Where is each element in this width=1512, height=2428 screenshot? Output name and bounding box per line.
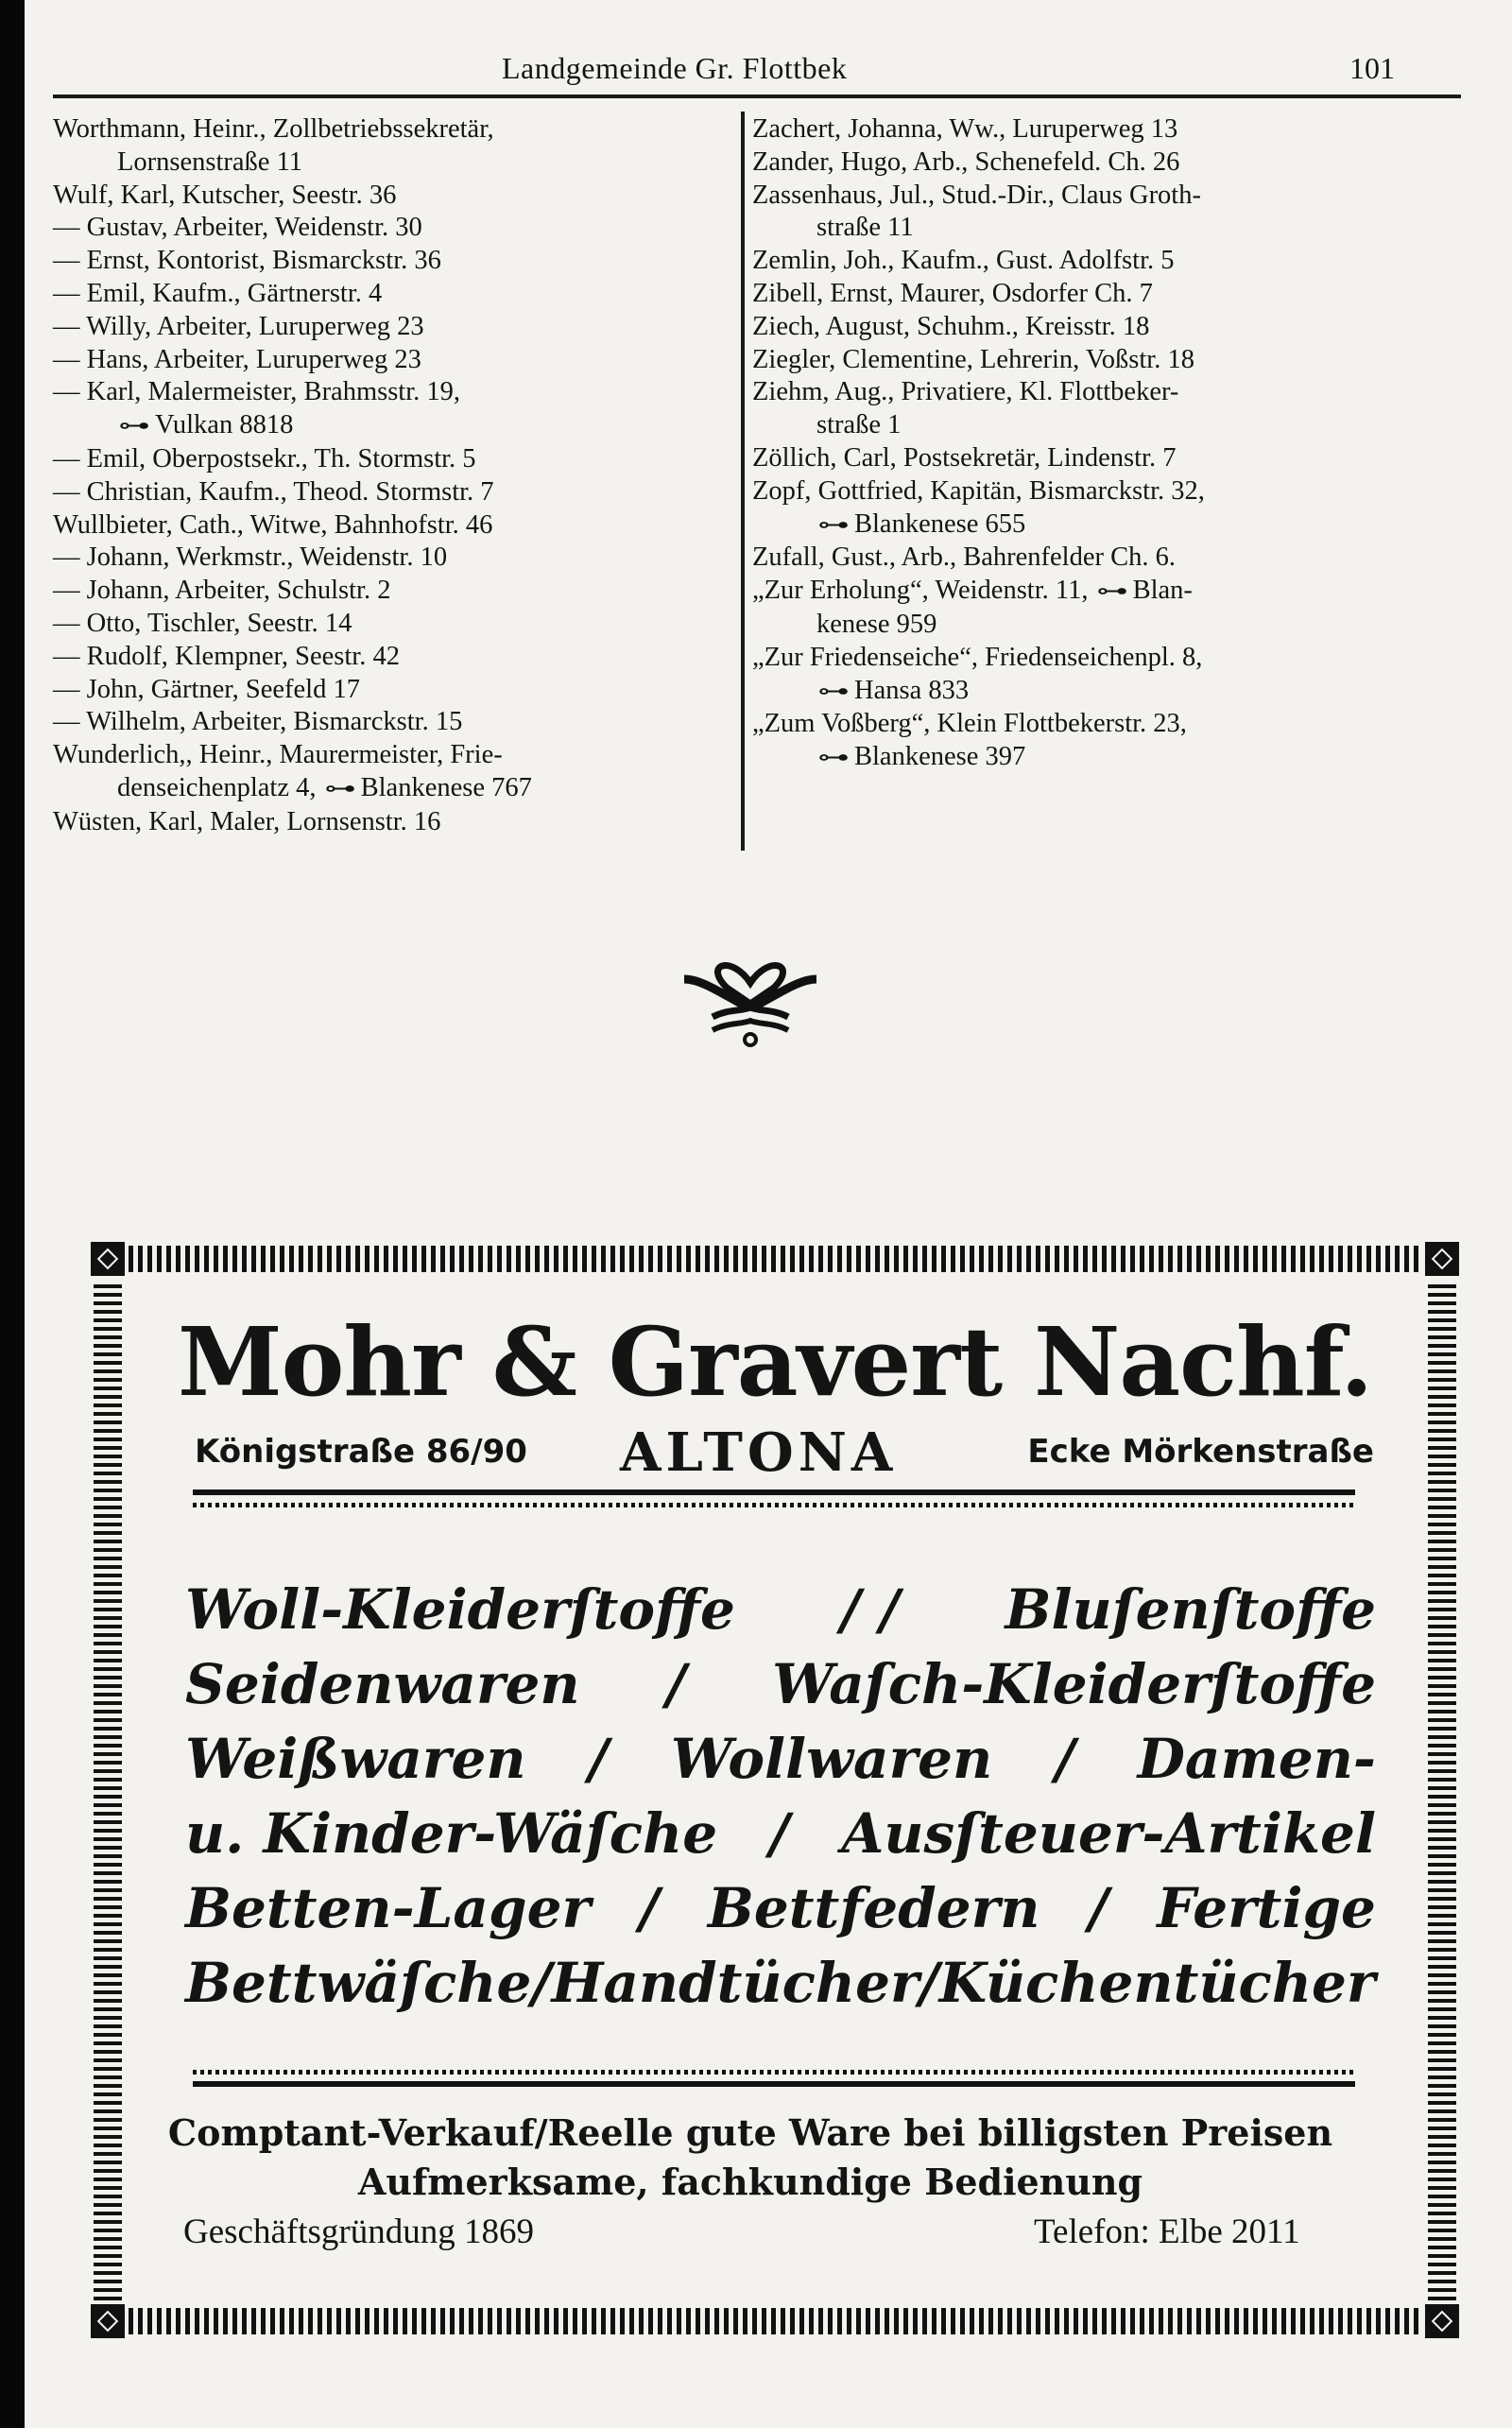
ad-bottom-border: [91, 2304, 1459, 2338]
entry-name: Ziegler, Clementine, Lehrerin, Voßstr. 18: [752, 344, 1194, 374]
entry-phone: Blankenese 397: [854, 742, 1026, 772]
directory-entry: [53, 575, 752, 608]
ad-company-name: Mohr & Gravert Nachf.: [177, 1306, 1373, 1418]
entry-name: — Emil, Oberpostsekr., Th. Stormstr. 5: [53, 443, 476, 474]
entry-name: „Zur Friedenseiche“, Friedenseichenpl. 8,: [752, 642, 1203, 672]
entry-continuation: straße 11: [816, 213, 914, 243]
entry-name: Zopf, Gottfried, Kapitän, Bismarckstr. 32,: [752, 475, 1205, 506]
entry-name: Wüsten, Karl, Maler, Lornsenstr. 16: [53, 806, 441, 836]
ad-goods-item: Weißwaren: [185, 1727, 526, 1791]
entry-name: — Hans, Arbeiter, Luruperweg 23: [53, 344, 421, 374]
directory-entry: [752, 542, 1461, 575]
directory-entry: [752, 311, 1461, 344]
ad-goods-line: [185, 1647, 1376, 1722]
telephone-icon: ⊶: [1095, 579, 1128, 605]
page-number: 101: [1349, 51, 1395, 85]
ad-separator: /: [769, 1801, 790, 1866]
telephone-icon: ⊶: [323, 776, 356, 801]
directory-entry: [752, 708, 1461, 775]
ad-goods-list: [185, 1573, 1376, 2021]
ad-goods-item: Bettwäſche/Handtücher/Küchentücher: [185, 1951, 1376, 2015]
ad-goods-item: Betten-Lager: [185, 1876, 592, 1940]
ad-separator: /: [639, 1876, 660, 1940]
ad-footer: [136, 2111, 1421, 2263]
ad-goods-item: Bettfedern: [707, 1876, 1040, 1940]
right-column: [752, 113, 1461, 775]
directory-entry: [752, 376, 1461, 442]
entry-name: — Christian, Kaufm., Theod. Stormstr. 7: [53, 476, 494, 507]
corner-ornament-icon: [91, 1242, 125, 1276]
directory-entry: [53, 608, 752, 641]
ad-founded: Geschäftsgründung 1869: [183, 2213, 534, 2251]
entry-name: — Otto, Tischler, Seestr. 14: [53, 608, 352, 638]
corner-ornament-icon: [91, 2304, 125, 2338]
telephone-icon: ⊶: [817, 679, 850, 704]
entry-name: Zachert, Johanna, Ww., Luruperweg 13: [752, 114, 1178, 144]
directory-entry: [752, 278, 1461, 311]
ad-goods-item: Bluſenſtoffe: [1005, 1577, 1376, 1642]
directory-entry: [752, 245, 1461, 278]
directory-entry: [53, 278, 752, 311]
ad-separator: /: [1088, 1876, 1108, 1940]
entry-name: Ziech, August, Schuhm., Kreisstr. 18: [752, 311, 1150, 341]
ad-goods-item: Waſch-Kleiderſtoffe: [772, 1652, 1376, 1716]
entry-continuation: kenese 959: [816, 609, 937, 639]
entry-phone: Vulkan 8818: [155, 410, 294, 440]
ad-street-left: Königstraße 86/90: [195, 1433, 527, 1471]
directory-entry: [752, 180, 1461, 246]
directory-entry: [752, 146, 1461, 180]
heart-ornament: [675, 945, 826, 1049]
entry-name: Zibell, Ernst, Maurer, Osdorfer Ch. 7: [752, 278, 1153, 308]
ad-address: [91, 1421, 1459, 1484]
directory-entry: [53, 476, 752, 509]
directory-entry: [752, 575, 1461, 642]
directory-entry: [53, 180, 752, 213]
ad-phone: Telefon: Elbe 2011: [1034, 2213, 1300, 2251]
ad-top-border: [91, 1242, 1459, 1276]
ad-dotted-rule: [193, 2070, 1355, 2075]
ad-goods-line: [185, 1797, 1376, 1871]
ad-footer-line2: Aufmerksame, fachkundige Bedienung: [357, 2161, 1143, 2203]
ad-goods-item: Damen-: [1137, 1727, 1376, 1791]
corner-ornament-icon: [1425, 1242, 1459, 1276]
entry-name: Wulf, Karl, Kutscher, Seestr. 36: [53, 180, 397, 210]
ad-separator: /: [588, 1727, 609, 1791]
entry-name: Zöllich, Carl, Postsekretär, Lindenstr. 7: [752, 442, 1177, 473]
entry-name: „Zur Erholung“, Weidenstr. 11,: [752, 576, 1089, 606]
ad-goods-item: Seidenwaren: [185, 1652, 580, 1716]
ad-divider: [193, 2081, 1355, 2087]
telephone-icon: ⊶: [118, 414, 150, 439]
ad-goods-item: Fertige: [1157, 1876, 1376, 1940]
page-title: Landgemeinde Gr. Flottbek: [502, 51, 848, 85]
directory-entry: [53, 509, 752, 542]
entry-name: Wullbieter, Cath., Witwe, Bahnhofstr. 46: [53, 509, 493, 540]
directory-entry: [752, 475, 1461, 542]
directory-entry: [53, 344, 752, 377]
directory-entry: [752, 642, 1461, 709]
entry-phone: Blankenese 655: [854, 508, 1026, 539]
ad-divider: [193, 1490, 1355, 1495]
column-divider: [741, 112, 745, 851]
ad-goods-line: [185, 1946, 1376, 2021]
directory-page: [25, 0, 1512, 2428]
entry-name: — Wilhelm, Arbeiter, Bismarckstr. 15: [53, 707, 463, 737]
ad-separator: / /: [840, 1577, 900, 1642]
entry-name: Zassenhaus, Jul., Stud.-Dir., Claus Groth-: [752, 180, 1201, 210]
entry-phone: Blankenese 767: [360, 772, 532, 802]
running-head: [25, 49, 1512, 95]
book-spine: [0, 0, 25, 2428]
ad-footer-line1: Comptant-Verkauf/Reelle gute Ware bei billigsten Preisen: [167, 2111, 1333, 2154]
directory-entry: [53, 212, 752, 245]
entry-continuation: straße 1: [816, 410, 902, 440]
entry-name: — Willy, Arbeiter, Luruperweg 23: [53, 311, 424, 341]
entry-continuation: Lornsenstraße 11: [117, 146, 303, 177]
directory-entry: [53, 376, 752, 443]
entry-name: Zemlin, Joh., Kaufm., Gust. Adolfstr. 5: [752, 246, 1175, 276]
entry-phone: Blan-: [1132, 576, 1193, 606]
entry-name: Zufall, Gust., Arb., Bahrenfelder Ch. 6.: [752, 542, 1176, 573]
entry-name: Ziehm, Aug., Privatiere, Kl. Flottbeker-: [752, 377, 1179, 407]
ad-street-right: Ecke Mörkenstraße: [1027, 1433, 1374, 1471]
advertisement: [91, 1242, 1459, 2338]
left-column: [53, 113, 752, 839]
directory-entry: [53, 739, 752, 806]
directory-entry: [752, 113, 1461, 146]
directory-entry: [752, 442, 1461, 475]
directory-entry: [53, 113, 752, 180]
directory-entry: [53, 706, 752, 739]
entry-phone: Hansa 833: [854, 675, 970, 705]
corner-ornament-icon: [1425, 2304, 1459, 2338]
entry-name: Wunderlich,, Heinr., Maurermeister, Frie-: [53, 740, 503, 770]
entry-name: Worthmann, Heinr., Zollbetriebssekretär,: [53, 114, 494, 144]
header-rule: [53, 95, 1461, 98]
directory-entry: [53, 311, 752, 344]
telephone-icon: ⊶: [817, 512, 850, 538]
entry-continuation: denseichenplatz 4,: [117, 772, 317, 802]
entry-name: „Zum Voßberg“, Klein Flottbekerstr. 23,: [752, 709, 1187, 739]
directory-entry: [53, 443, 752, 476]
ad-goods-item: Ausſteuer-Artikel: [841, 1801, 1376, 1866]
hatched-border: [129, 2308, 1421, 2334]
ad-goods-line: [185, 1871, 1376, 1946]
ad-separator: /: [665, 1652, 686, 1716]
entry-name: — John, Gärtner, Seefeld 17: [53, 674, 360, 704]
entry-name: — Emil, Kaufm., Gärtnerstr. 4: [53, 278, 383, 308]
ad-goods-item: Woll-Kleiderſtoffe: [185, 1577, 735, 1642]
ad-goods-line: [185, 1722, 1376, 1797]
directory-entry: [53, 542, 752, 575]
entry-name: — Ernst, Kontorist, Bismarckstr. 36: [53, 246, 441, 276]
ad-city: ALTONA: [620, 1421, 898, 1484]
directory-entry: [53, 245, 752, 278]
telephone-icon: ⊶: [817, 746, 850, 771]
entry-name: Zander, Hugo, Arb., Schenefeld. Ch. 26: [752, 146, 1180, 177]
ad-goods-line: [185, 1573, 1376, 1647]
ad-dotted-rule: [193, 1503, 1355, 1507]
hatched-border: [129, 1246, 1421, 1272]
directory-entry: [53, 674, 752, 707]
directory-entry: [53, 806, 752, 839]
ad-goods-item: Wollwaren: [670, 1727, 993, 1791]
ad-goods-item: u. Kinder-Wäſche: [185, 1801, 718, 1866]
entry-name: — Rudolf, Klempner, Seestr. 42: [53, 641, 400, 671]
ad-separator: /: [1055, 1727, 1075, 1791]
entry-name: — Karl, Malermeister, Brahmsstr. 19,: [53, 377, 461, 407]
directory-entry: [53, 641, 752, 674]
entry-name: — Gustav, Arbeiter, Weidenstr. 30: [53, 213, 422, 243]
entry-name: — Johann, Arbeiter, Schulstr. 2: [53, 576, 391, 606]
directory-entry: [752, 344, 1461, 377]
entry-name: — Johann, Werkmstr., Weidenstr. 10: [53, 542, 448, 573]
